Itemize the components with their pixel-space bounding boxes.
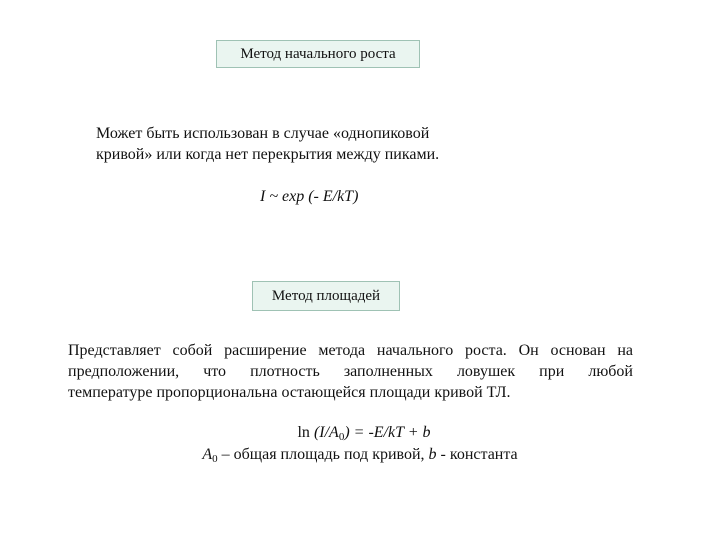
formula-subscript: 0 — [338, 431, 345, 443]
area-method-description — [68, 340, 633, 403]
initial-rise-formula: I ~ exp (- E/kT) — [260, 188, 359, 205]
area-definition — [0, 446, 720, 464]
paragraph-line: Может быть использован в случае «однопиковой — [96, 125, 430, 142]
area-method-formula — [0, 424, 720, 442]
section-title-initial-rise: Метод начального роста — [216, 40, 420, 68]
definition-text: – общая площадь под кривой, — [217, 446, 429, 463]
initial-rise-description — [96, 123, 506, 165]
definition-subscript: 0 — [212, 453, 218, 465]
formula-rest: ) = -E/kT + b — [344, 424, 431, 441]
formula-open: (I/A — [313, 424, 339, 441]
paragraph-line: температуре пропорциональна остающейся площади кривой ТЛ. — [68, 384, 511, 401]
paragraph-line: Представляет собой расширение метода начального роста. Он основан на — [68, 342, 633, 359]
definition-b: b — [428, 446, 437, 463]
paragraph-line: предположении, что плотность заполненных ловушек при любой — [68, 363, 633, 380]
formula-ln: ln — [297, 424, 310, 441]
paragraph-line: кривой» или когда нет перекрытия между пиками. — [96, 146, 440, 163]
definition-symbol: A — [202, 446, 213, 463]
definition-text-end: - константа — [436, 446, 518, 463]
section-title-area-method: Метод площадей — [252, 281, 400, 311]
